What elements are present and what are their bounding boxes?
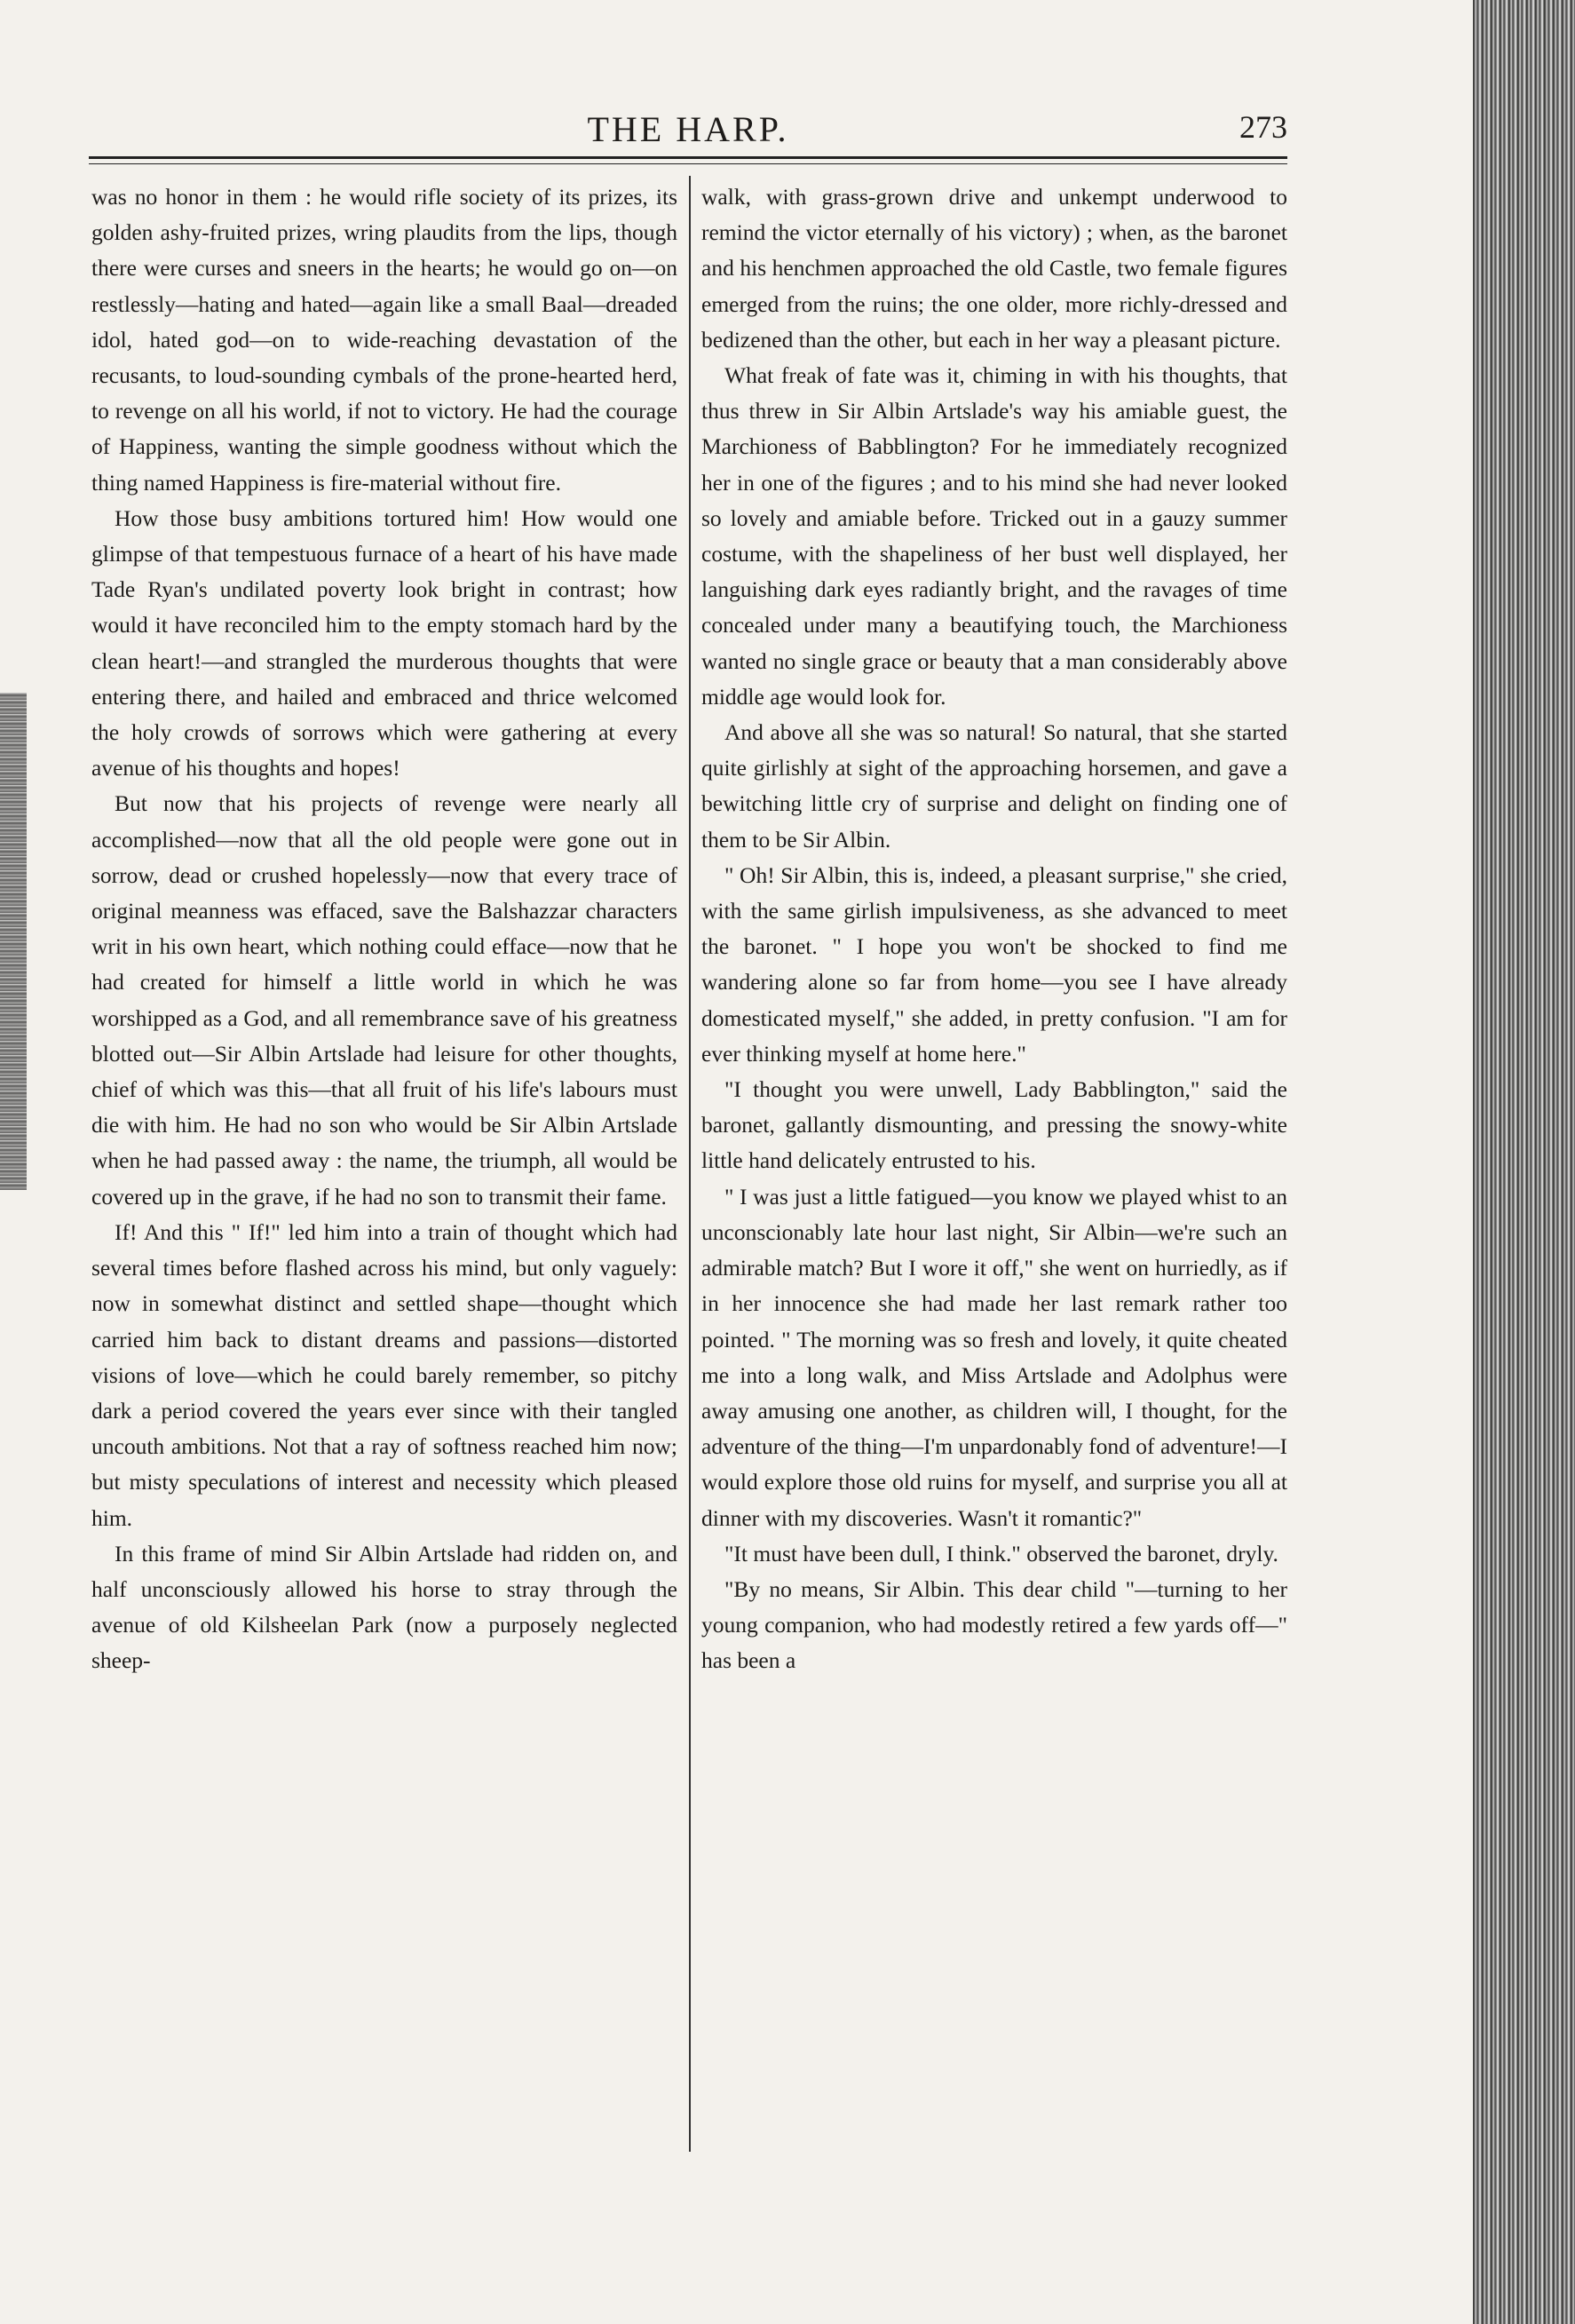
paragraph: In this frame of mind Sir Albin Artslade had ridden on, and half unconsciously allowed his horse to stray through the avenue of old Kilsheelan Park (now a purposely neglected sheep- [91,1540,677,1674]
paragraph: walk, with grass-grown drive and unkempt underwood to remind the victor eternally of his victory) ; when, as the baronet and his henchmen approached the old Castle, two female figures emerged from the ruins; the one older, more richly-dressed and bedizened than the other, but each in her way a pleasant picture. [701,184,1287,353]
paragraph: If! And this " If!" led him into a train of thought which had several times before flashed across his mind, but only vaguely: now in somewhat distinct and settled shape—thought which carried him back to distant dreams and passions—distorted visions of love—which he could barely remember, so pitchy dark a period covered the years ever since with their tangled uncouth ambitions. Not that a ray of softness reached him now; but misty speculations of interest and necessity which pleased him. [91,1218,677,1531]
right-column [701,179,1287,1679]
paragraph: was no honor in them : he would rifle society of its prizes, its golden ashy-fruited prizes, wring plaudits from the lips, though there were curses and sneers in the hearts; he would go on—on restlessly—hating and hated—again like a small Baal—dreaded idol, hated god—on to wide-reaching devastation of the recusants, to loud-sounding cymbals of the prone-hearted herd, to revenge on all his world, if not to victory. He had the courage of Happiness, wanting the simple goodness without which the thing named Happiness is fire-material without fire. [91,184,677,496]
paragraph: What freak of fate was it, chiming in with his thoughts, that thus threw in Sir Albin Artslade's way his amiable guest, the Marchioness of Babblington? For he immediately recognized her in one of the figures ; and to his mind she had never looked so lovely and amiable before. Tricked out in a gauzy summer costume, with the shapeliness of her bust well displayed, her languishing dark eyes radiantly bright, and the ravages of time concealed under many a beautifying touch, the Marchioness wanted no single grace or beauty that a man considerably above middle age would look for. [701,362,1287,710]
paragraph: " I was just a little fatigued—you know we played whist to an unconscionably late hour last night, Sir Albin—we're such an admirable match? But I wore it off," she went on hurriedly, as if in her innocence she had made her last remark rather too pointed. " The morning was so fresh and lovely, it quite cheated me into a long walk, and Miss Artslade and Adolphus were away amusing one another, as children will, I thought, for the adventure of the thing—I'm unpardonably fond of adventure!—I would explore those old ruins for myself, and surprise you all at dinner with my discoveries. Wasn't it romantic?" [701,1183,1287,1531]
header-rule-thick [89,156,1287,159]
running-title: THE HARP. [587,109,789,149]
paragraph: And above all she was so natural! So natural, that she started quite girlishly at sight of the approaching horsemen, and gave a bewitching little cry of surprise and delight on finding one of them to be Sir Albin. [701,719,1287,853]
paragraph: But now that his projects of revenge were nearly all accomplished—now that all the old people were gone out in sorrow, dead or crushed hopelessly—now that every trace of original meanness was effaced, save the Balshazzar characters writ in his own heart, which nothing could efface—now that he had created for himself a little world in which he was worshipped as a God, and all remembrance save of his greatness blotted out—Sir Albin Artslade had leisure for other thoughts, chief of which was this—that all fruit of his life's labours must die with him. He had no son who would be Sir Albin Artslade when he had passed away : the name, the triumph, all would be covered up in the grave, if he had no son to transmit their fame. [91,790,677,1210]
binding-edge [1473,0,1575,2324]
paragraph: "It must have been dull, I think." observed the baronet, dryly. [724,1540,1278,1567]
column-divider [689,176,691,2152]
header-rule-thin [89,163,1287,164]
paragraph: "I thought you were unwell, Lady Babblington," said the baronet, gallantly dismounting, and pressing the snowy-white little hand delicately entrusted to his. [701,1076,1287,1174]
paragraph: How those busy ambitions tortured him! How would one glimpse of that tempestuous furnace of a heart of his have made Tade Ryan's undilated poverty look bright in contrast; how would it have reconciled him to the empty stomach hard by the clean heart!—and strangled the murderous thoughts that were entering there, and hailed and embraced and thrice welcomed the holy crowds of sorrows which were gathering at every avenue of his thoughts and hopes! [91,504,677,781]
page-number: 273 [1239,109,1287,145]
left-column [91,179,677,1679]
scan-edge-mark [0,693,27,1190]
paragraph: " Oh! Sir Albin, this is, indeed, a pleasant surprise," she cried, with the same girlish impulsiveness, as she advanced to meet the baronet. " I hope you won't be shocked to find me wandering alone so far from home—you see I have already domesticated myself," she added, in pretty confusion. "I am for ever thinking myself at home here." [701,861,1287,1067]
paragraph: "By no means, Sir Albin. This dear child "—turning to her young companion, who had modestly retired a few yards off—" has been a [701,1575,1287,1674]
